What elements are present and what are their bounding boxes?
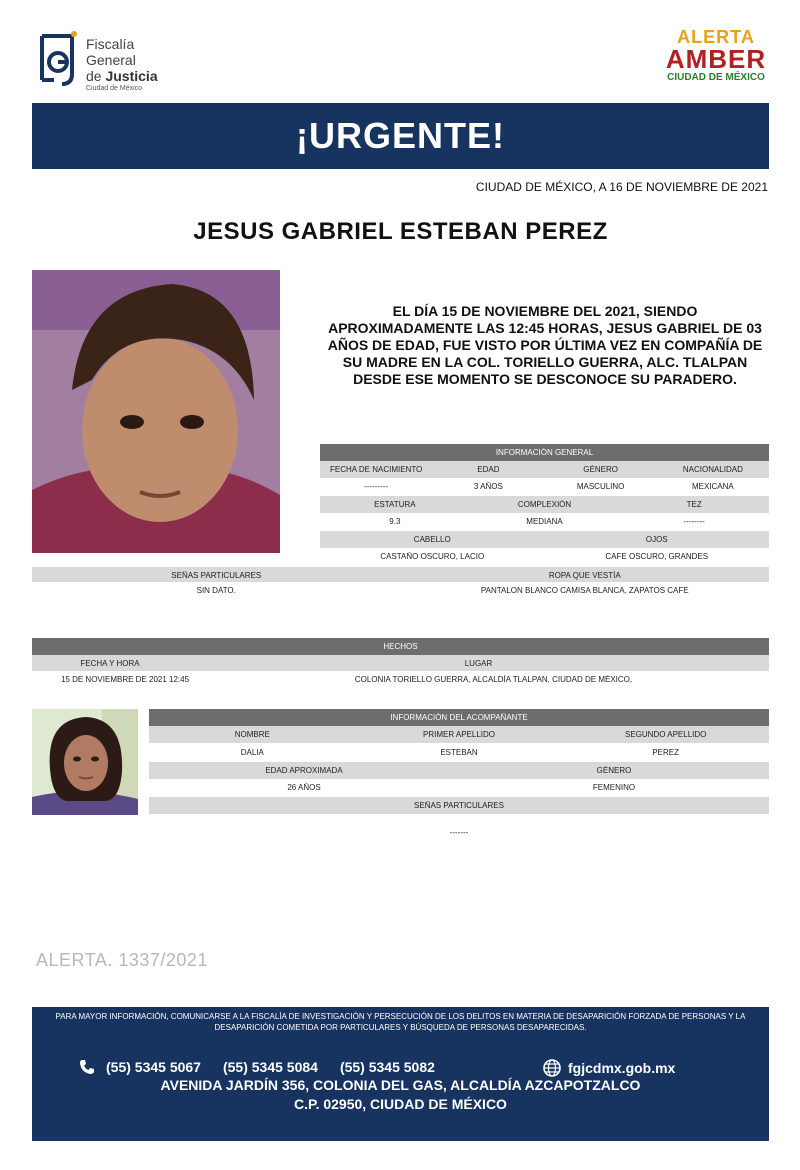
alert-number: ALERTA. 1337/2021 xyxy=(36,950,208,970)
value-date-time: 15 DE NOVIEMBRE DE 2021 12:45 xyxy=(60,675,190,684)
fgj-line-2: General xyxy=(86,52,136,68)
value-clothing: PANTALON BLANCO CAMISA BLANCA, ZAPATOS CAFE xyxy=(480,586,689,595)
phone-3[interactable]: (55) 5345 5082 xyxy=(339,1059,435,1075)
address-line-1: AVENIDA JARDÍN 356, COLONIA DEL GAS, ALCALDÍA AZCAPOTZALCO xyxy=(160,1077,641,1093)
value-eyes: CAFE OSCURO, GRANDES xyxy=(605,552,709,561)
fgj-line-3a: de xyxy=(86,68,106,84)
label-hair: CABELLO xyxy=(413,535,451,544)
label-gender: GÉNERO xyxy=(583,465,618,474)
label-age: EDAD xyxy=(477,465,500,474)
label-companion-gender: GÉNERO xyxy=(596,766,632,775)
fgj-line-1: Fiscalía xyxy=(86,36,135,52)
fgj-logo-icon xyxy=(34,30,80,90)
value-companion-gender: FEMENINO xyxy=(592,783,636,792)
general-labels-row-2 xyxy=(320,496,769,513)
value-companion-age: 26 AÑOS xyxy=(287,783,321,792)
value-height: 9.3 xyxy=(389,517,401,526)
general-labels-row-1 xyxy=(320,461,769,478)
companion-header xyxy=(149,709,769,726)
address-line-2: C.P. 02950, CIUDAD DE MÉXICO xyxy=(294,1096,507,1112)
label-height: ESTATURA xyxy=(374,500,416,509)
companion-labels-row-1 xyxy=(149,726,769,743)
companion-labels-row-3 xyxy=(149,797,769,814)
phone-2[interactable]: (55) 5345 5084 xyxy=(222,1059,318,1075)
value-birthdate: --------- xyxy=(364,482,389,491)
companion-labels-row-2 xyxy=(149,762,769,779)
amber-line-2: AMBER xyxy=(665,44,767,74)
hechos-header xyxy=(32,638,769,655)
missing-person-name: JESUS GABRIEL ESTEBAN PEREZ xyxy=(193,218,608,245)
phone-1[interactable]: (55) 5345 5067 xyxy=(106,1059,201,1075)
label-companion-first-surname: PRIMER APELLIDO xyxy=(422,730,496,739)
companion-values-row-2 xyxy=(149,779,769,796)
hechos-title: HECHOS xyxy=(383,642,418,651)
globe-icon xyxy=(542,1058,562,1078)
value-complexion: -------- xyxy=(683,517,705,526)
companion-values-row-1 xyxy=(149,744,769,761)
companion-title: INFORMACIÓN DEL ACOMPAÑANTE xyxy=(390,713,528,722)
value-build: MEDIANA xyxy=(526,517,563,526)
label-complexion: TEZ xyxy=(686,500,702,509)
fgj-line-4: Ciudad de México xyxy=(86,85,143,92)
child-photo xyxy=(32,270,280,553)
label-place: LUGAR xyxy=(464,659,493,668)
label-birthdate: FECHA DE NACIMIENTO xyxy=(329,465,423,474)
hechos-values-row xyxy=(32,671,769,688)
general-labels-row-3 xyxy=(320,531,769,548)
phone-numbers xyxy=(78,1058,435,1076)
footer xyxy=(32,1007,769,1141)
companion-photo xyxy=(32,709,138,815)
website xyxy=(542,1058,675,1078)
value-place: COLONIA TORIELLO GUERRA, ALCALDÍA TLALPAN, CIUDAD DE MÉXICO, xyxy=(354,675,633,684)
issue-date: CIUDAD DE MÉXICO, A 16 DE NOVIEMBRE DE 2021 xyxy=(475,180,768,194)
alerta-amber-logo xyxy=(664,28,768,98)
general-values-row-4 xyxy=(32,582,769,599)
amber-line-3: CIUDAD DE MÉXICO xyxy=(667,72,765,83)
footer-info: PARA MAYOR INFORMACIÓN, COMUNICARSE A LA FISCALÍA DE INVESTIGACIÓN Y PERSECUCIÓN DE LOS DELITOS EN MATERIA DE DESAPARICIÓN FORZADA DE PERSONAS Y LA DESAPARICIÓN COMETIDA POR PARTICULARES Y BÚSQUEDA DE PERSONAS DESAPARECIDAS. xyxy=(55,1012,746,1032)
value-hair: CASTAÑO OSCURO, LACIO xyxy=(380,552,485,561)
label-marks: SEÑAS PARTICULARES xyxy=(171,571,262,580)
fgj-logo-text xyxy=(86,36,158,94)
hechos-labels-row xyxy=(32,655,769,672)
website-link[interactable]: fgjcdmx.gob.mx xyxy=(568,1060,676,1076)
urgent-banner: ¡URGENTE! xyxy=(32,103,769,169)
label-companion-marks: SEÑAS PARTICULARES xyxy=(414,801,504,810)
value-nationality: MEXICANA xyxy=(691,482,734,491)
value-age: 3 AÑOS xyxy=(473,482,503,491)
value-companion-name: DALIA xyxy=(240,748,264,757)
label-date-time: FECHA Y HORA xyxy=(80,659,140,668)
fgj-line-3b: Justicia xyxy=(105,68,158,84)
label-companion-age: EDAD APROXIMADA xyxy=(265,766,343,775)
label-companion-second-surname: SEGUNDO APELLIDO xyxy=(625,730,707,739)
label-companion-name: NOMBRE xyxy=(234,730,270,739)
value-marks: SIN DATO. xyxy=(196,586,236,595)
value-gender: MASCULINO xyxy=(576,482,625,491)
label-eyes: OJOS xyxy=(645,535,668,544)
amber-line-1: ALERTA xyxy=(677,27,755,47)
general-values-row-3 xyxy=(320,548,769,565)
general-values-row-2 xyxy=(320,513,769,530)
value-companion-second-surname: PEREZ xyxy=(652,748,680,757)
general-info-title: INFORMACIÓN GENERAL xyxy=(495,448,594,457)
value-companion-first-surname: ESTEBAN xyxy=(440,748,478,757)
phone-icon xyxy=(78,1058,96,1076)
general-info-header xyxy=(320,444,769,461)
label-build: COMPLEXIÓN xyxy=(517,500,572,509)
companion-values-row-3 xyxy=(149,824,769,841)
general-values-row-1 xyxy=(320,478,769,495)
label-nationality: NACIONALIDAD xyxy=(682,465,743,474)
label-clothing: ROPA QUE VESTÍA xyxy=(548,571,621,580)
value-companion-marks: ------- xyxy=(449,828,469,837)
event-description: EL DÍA 15 DE NOVIEMBRE DEL 2021, SIENDO APROXIMADAMENTE LAS 12:45 HORAS, JESUS GABRIEL DE 03 AÑOS DE EDAD, FUE VISTO POR ÚLTIMA VEZ EN COMPAÑÍA DE SU MADRE EN LA COL. TORIELLO GUERRA, ALC. TLALPAN DESDE ESE MOMENTO SE DESCONOCE SU PARADERO. xyxy=(327,303,763,387)
